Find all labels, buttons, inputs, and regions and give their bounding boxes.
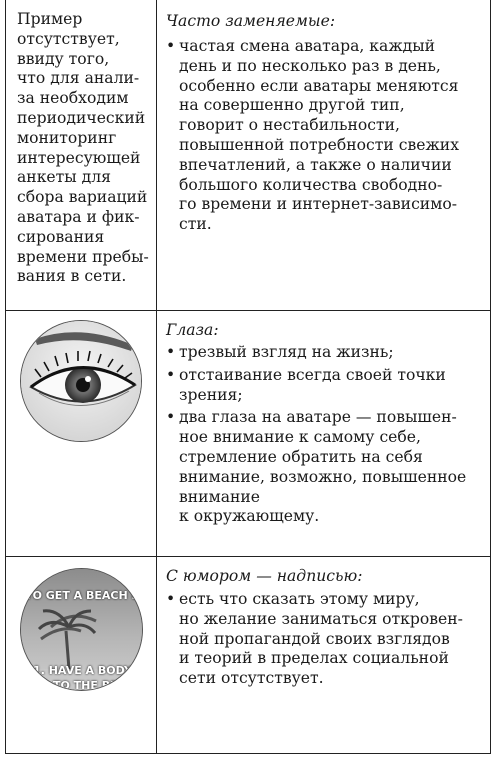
row3-left-cell bbox=[6, 557, 156, 753]
row3-bullet-1: • есть что сказать этому миру, но желание заниматься откровен- ной пропагандой своих взглядов и теорий в пределах социальной сети отсутствует. bbox=[166, 590, 484, 689]
row2-bullet-3: • два глаза на аватаре — повышен- ное внимание к самому себе, стремление обратить на себя внимание, возможно, повышенное внимание к окружающему. bbox=[166, 408, 484, 527]
row3-right-cell bbox=[157, 566, 490, 752]
meme-mid-text: 1. HAVE A BODY bbox=[33, 664, 132, 677]
row1-heading: Часто заменяемые: bbox=[166, 12, 336, 30]
avatar-table bbox=[5, 0, 491, 754]
row1-left-cell bbox=[6, 0, 156, 310]
row3-heading: С юмором — надписью: bbox=[166, 567, 363, 585]
row1-bullet-list bbox=[166, 37, 484, 235]
eye-photo-icon bbox=[20, 320, 142, 442]
row3-bullet-list bbox=[166, 590, 484, 689]
meme-top-text: TO GET A BEACH B bbox=[25, 589, 140, 602]
meme-bottom-text: GO TO THE BEAC bbox=[30, 679, 135, 691]
row2-right-cell bbox=[157, 320, 490, 556]
row2-left-cell bbox=[6, 311, 156, 556]
row1-left-text: Пример отсутствует, ввиду того, что для анали- за необходим периодический мониторинг интересующей анкеты для сбора вариаций аватара и фик- сирования времени пребы- вания в сети. bbox=[17, 10, 149, 286]
beach-meme-photo-icon bbox=[20, 568, 143, 691]
row1-right-cell bbox=[157, 11, 490, 309]
row2-heading: Глаза: bbox=[166, 321, 219, 339]
row2-bullet-2: • отстаивание всегда своей точки зрения; bbox=[166, 366, 484, 406]
row2-bullet-list bbox=[166, 343, 484, 527]
eye-drawing bbox=[21, 321, 142, 442]
row2-bullet-1: • трезвый взгляд на жизнь; bbox=[166, 343, 484, 363]
row1-bullet-1: • частая смена аватара, каждый день и по несколько раз в день, особенно если аватары меняются на совершенно другой тип, говорит о нестабильности, повышенной потребности свежих впечатлений, а также о наличии большого количества свободно- го времени и интернет-зависимо- сти. bbox=[166, 37, 484, 235]
